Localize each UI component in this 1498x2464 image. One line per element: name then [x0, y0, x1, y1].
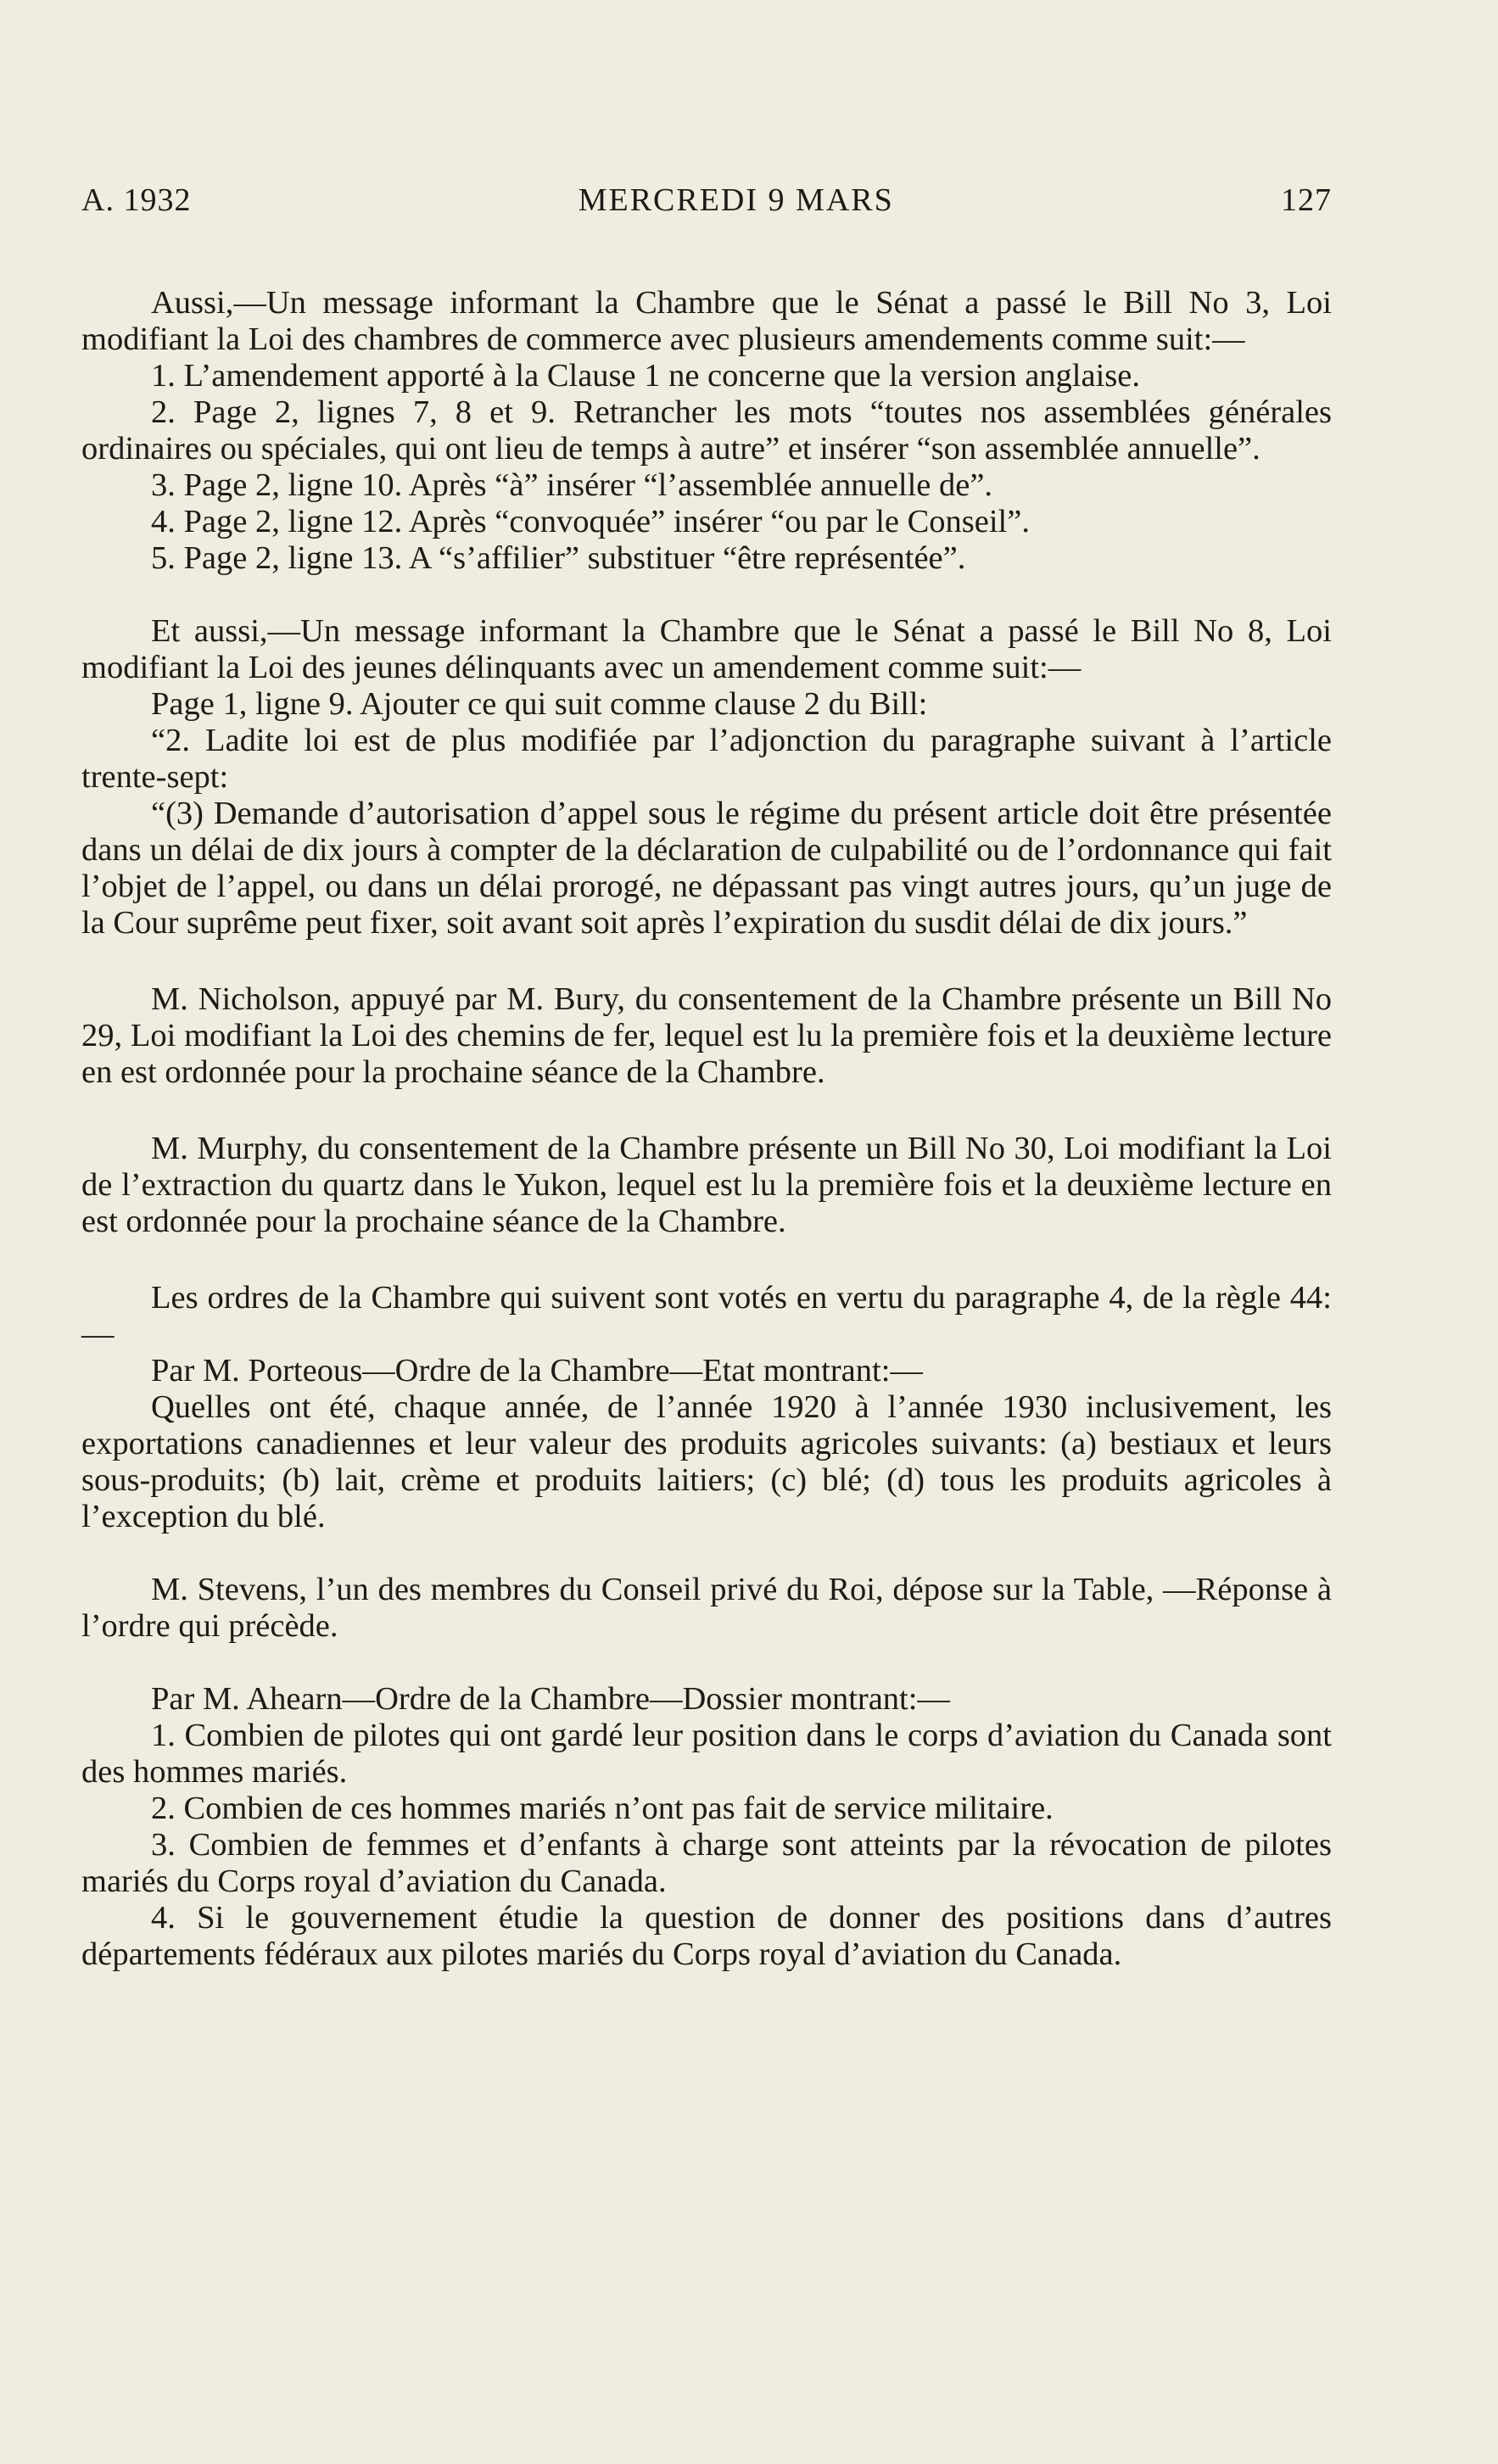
amendment-subsection-3: “(3) Demande d’autorisation d’appel sous le régime du présent article doit être présentée dans un délai de dix jours à compter de la déclaration de culpabilité ou de l’ordonnance qui fait l’objet de l’appel, ou dans un délai prorogé, ne dépassant pas vingt autres jours, qu’un juge de la Cour suprême peut fixer, soit avant soit après l’expiration du susdit délai de dix jours.” — [81, 796, 1332, 941]
ahearn-question-4: 4. Si le gouvernement étudie la question de donner des positions dans d’autres départements fédéraux aux pilotes mariés du Corps royal d’aviation du Canada. — [81, 1900, 1332, 1972]
amendment-item-3: 3. Page 2, ligne 10. Après “à” insérer “l’assemblée annuelle de”. — [151, 467, 993, 503]
order-porteous-text: Quelles ont été, chaque année, de l’année 1920 à l’année 1930 inclusivement, les exportations canadiennes et leur valeur des produits agricoles suivants: (a) bestiaux et leurs sous-produits; (b) lait, crème et produits laitiers; (c) blé; (d) tous les produits agricoles à l’exception du blé. — [81, 1389, 1332, 1534]
amendment-page-line: Page 1, ligne 9. Ajouter ce qui suit comme clause 2 du Bill: — [151, 686, 928, 722]
amendment-clause-2: “2. Ladite loi est de plus modifiée par l’adjonction du paragraphe suivant à l’article trente-sept: — [81, 723, 1332, 795]
page-number: 127 — [1280, 182, 1332, 218]
amendment-item-1: 1. L’amendement apporté à la Clause 1 ne concerne que la version anglaise. — [151, 358, 1140, 394]
paragraph-senate-message-bill-8: Et aussi,—Un message informant la Chambre que le Sénat a passé le Bill No 8, Loi modifiant la Loi des jeunes délinquants avec un amendement comme suit:— — [81, 613, 1332, 685]
paragraph-stevens-reply: M. Stevens, l’un des membres du Conseil privé du Roi, dépose sur la Table, —Réponse à l’ordre qui précède. — [81, 1572, 1332, 1644]
session-year: A. 1932 — [81, 182, 192, 218]
amendment-item-5: 5. Page 2, ligne 13. A “s’affilier” substituer “être représentée”. — [151, 540, 966, 576]
amendment-item-2: 2. Page 2, lignes 7, 8 et 9. Retrancher les mots “toutes nos assemblées générales ordinaires ou spéciales, qui ont lieu de temps à autre” et insérer “son assemblée annuelle”. — [81, 394, 1332, 467]
order-ahearn-heading: Par M. Ahearn—Ordre de la Chambre—Dossier montrant:— — [151, 1681, 950, 1717]
page-title: MERCREDI 9 MARS — [578, 182, 894, 218]
paragraph-orders-intro: Les ordres de la Chambre qui suivent sont votés en vertu du paragraphe 4, de la règle 44:— — [81, 1280, 1332, 1352]
paragraph-senate-message-bill-3: Aussi,—Un message informant la Chambre que le Sénat a passé le Bill No 3, Loi modifiant la Loi des chambres de commerce avec plusieurs amendements comme suit:— — [81, 285, 1332, 357]
document-body — [81, 285, 1332, 1973]
page-header — [81, 182, 1332, 219]
ahearn-question-1: 1. Combien de pilotes qui ont gardé leur position dans le corps d’aviation du Canada sont des hommes mariés. — [81, 1718, 1332, 1790]
paragraph-bill-29: M. Nicholson, appuyé par M. Bury, du consentement de la Chambre présente un Bill No 29, Loi modifiant la Loi des chemins de fer, lequel est lu la première fois et la deuxième lecture en est ordonnée pour la prochaine séance de la Chambre. — [81, 981, 1332, 1090]
amendment-item-4: 4. Page 2, ligne 12. Après “convoquée” insérer “ou par le Conseil”. — [151, 504, 1030, 539]
ahearn-question-2: 2. Combien de ces hommes mariés n’ont pas fait de service militaire. — [151, 1791, 1054, 1826]
order-porteous-heading: Par M. Porteous—Ordre de la Chambre—Etat montrant:— — [151, 1353, 923, 1388]
paragraph-bill-30: M. Murphy, du consentement de la Chambre présente un Bill No 30, Loi modifiant la Loi de l’extraction du quartz dans le Yukon, lequel est lu la première fois et la deuxième lecture en est ordonnée pour la prochaine séance de la Chambre. — [81, 1131, 1332, 1239]
ahearn-question-3: 3. Combien de femmes et d’enfants à charge sont atteints par la révocation de pilotes mariés du Corps royal d’aviation du Canada. — [81, 1827, 1332, 1899]
